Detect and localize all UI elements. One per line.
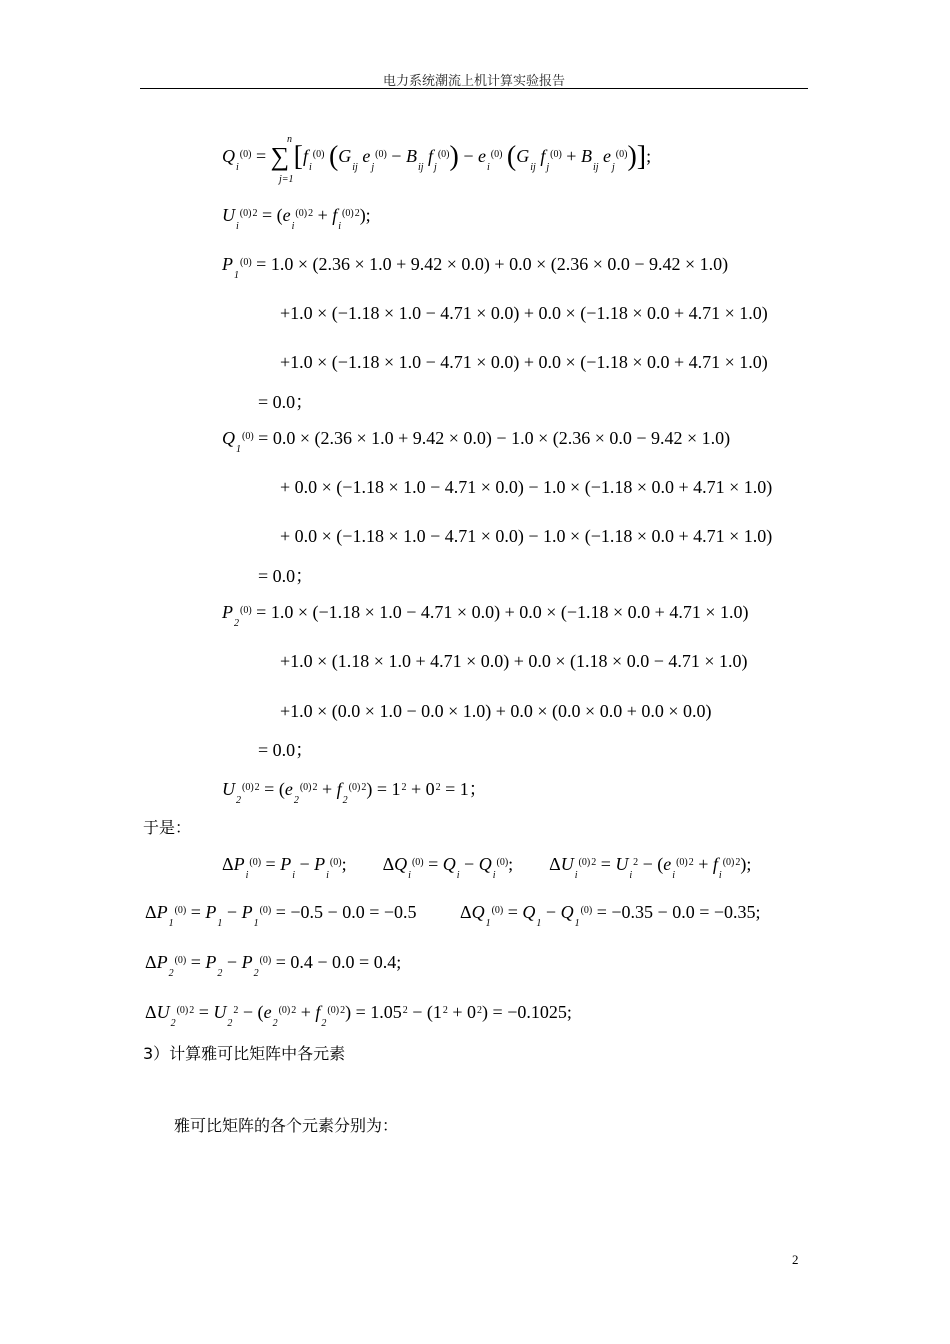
page-header: 电力系统潮流上机计算实验报告: [382, 73, 565, 88]
section-heading-jacobian: 3）计算雅可比矩阵中各元素: [143, 1044, 346, 1063]
equation-q1-line2: + 0.0 × (−1.18 × 1.0 − 4.71 × 0.0) − 1.0 × (−1.18 × 0.0 + 4.71 × 1.0): [280, 477, 773, 497]
equation-p1-result: = 0.0；: [258, 392, 314, 412]
equation-delta-q1: $\Delta Q_1^{(0)} = Q_1 - Q_1^{(0)} = -0.35 - 0.0 = -0.35$;: [460, 902, 761, 929]
equation-delta-p2: $\Delta P_2^{(0)} = P_2 - P_2^{(0)} = 0.4 - 0.0 = 0.4$;: [145, 952, 402, 979]
equation-p1-line1: $P_1^{(0)} = 1.0 \times (2.36 \times 1.0 + 9.42 \times 0.0) + 0.0 \times (2.36 \times 0.0 - 9.42 \times 1.0)$: [222, 254, 729, 281]
equation-u2: $U_2^{(0)2} = (e_2^{(0)2} + f_2^{(0)2}) = 1^2 + 0^2 = 1$；: [222, 779, 487, 806]
text-yushi: 于是：: [143, 818, 192, 837]
equation-delta-p1: $\Delta P_1^{(0)} = P_1 - P_1^{(0)} = -0.5 - 0.0 = -0.5$: [145, 902, 417, 929]
equation-q-general: $Q_i^{(0)}$ = ∑ [$f_i^{(0)}$ ($G_{ij}$ $e_j^{(0)} - B_{ij}$ $f_j^{(0)}) - e_i^{(0)}$ ($G_{ij}$ $f_j^{(0)} + B_{ij}$ $e_j^{(0)}$)];: [222, 141, 652, 173]
text-jacobian-intro: 雅可比矩阵的各个元素分别为：: [174, 1116, 399, 1135]
equation-p2-line1: $P_2^{(0)} = 1.0 \times (-1.18 \times 1.0 - 4.71 \times 0.0) + 0.0 \times (-1.18 \times 0.0 + 4.71 \times 1.0)$: [222, 602, 749, 629]
equation-p2-line2: +1.0 × (1.18 × 1.0 + 4.71 × 0.0) + 0.0 × (1.18 × 0.0 − 4.71 × 1.0): [280, 651, 748, 671]
sum-upper-limit: n: [287, 134, 292, 145]
header-divider: [140, 88, 808, 89]
equation-p2-result: = 0.0；: [258, 740, 314, 760]
equation-q1-line1: $Q_1^{(0)} = 0.0 \times (2.36 \times 1.0 + 9.42 \times 0.0) - 1.0 \times (2.36 \times 0.0 - 9.42 \times 1.0)$: [222, 428, 731, 455]
equation-p1-line3: +1.0 × (−1.18 × 1.0 − 4.71 × 0.0) + 0.0 × (−1.18 × 0.0 + 4.71 × 1.0): [280, 352, 768, 372]
equation-delta-u2: $\Delta U_2^{(0)2} = U_2^2 - (e_2^{(0)2} + f_2^{(0)2}) = 1.05^2 - (1^2 + 0^2) = -0.1025$;: [145, 1002, 572, 1029]
equation-delta-general: $\Delta P_i^{(0)} = P_i - P_i^{(0)}$; $\Delta Q_i^{(0)} = Q_i - Q_i^{(0)}$; $\Delta U_i^{(0)2} = U_i^2 - (e_i^{(0)2} + f_i^{(0)2})$;: [222, 854, 752, 881]
equation-q1-result: = 0.0；: [258, 566, 314, 586]
equation-p1-line2: +1.0 × (−1.18 × 1.0 − 4.71 × 0.0) + 0.0 × (−1.18 × 0.0 + 4.71 × 1.0): [280, 303, 768, 323]
page-number: 2: [792, 1252, 799, 1267]
equation-q1-line3: + 0.0 × (−1.18 × 1.0 − 4.71 × 0.0) − 1.0 × (−1.18 × 0.0 + 4.71 × 1.0): [280, 526, 773, 546]
equation-u-general: $U_i^{(0)2} = (e_i^{(0)2} + f_i^{(0)2})$;: [222, 205, 371, 232]
sum-lower-limit: j=1: [279, 174, 294, 185]
equation-p2-line3: +1.0 × (0.0 × 1.0 − 0.0 × 1.0) + 0.0 × (0.0 × 0.0 + 0.0 × 0.0): [280, 701, 712, 721]
